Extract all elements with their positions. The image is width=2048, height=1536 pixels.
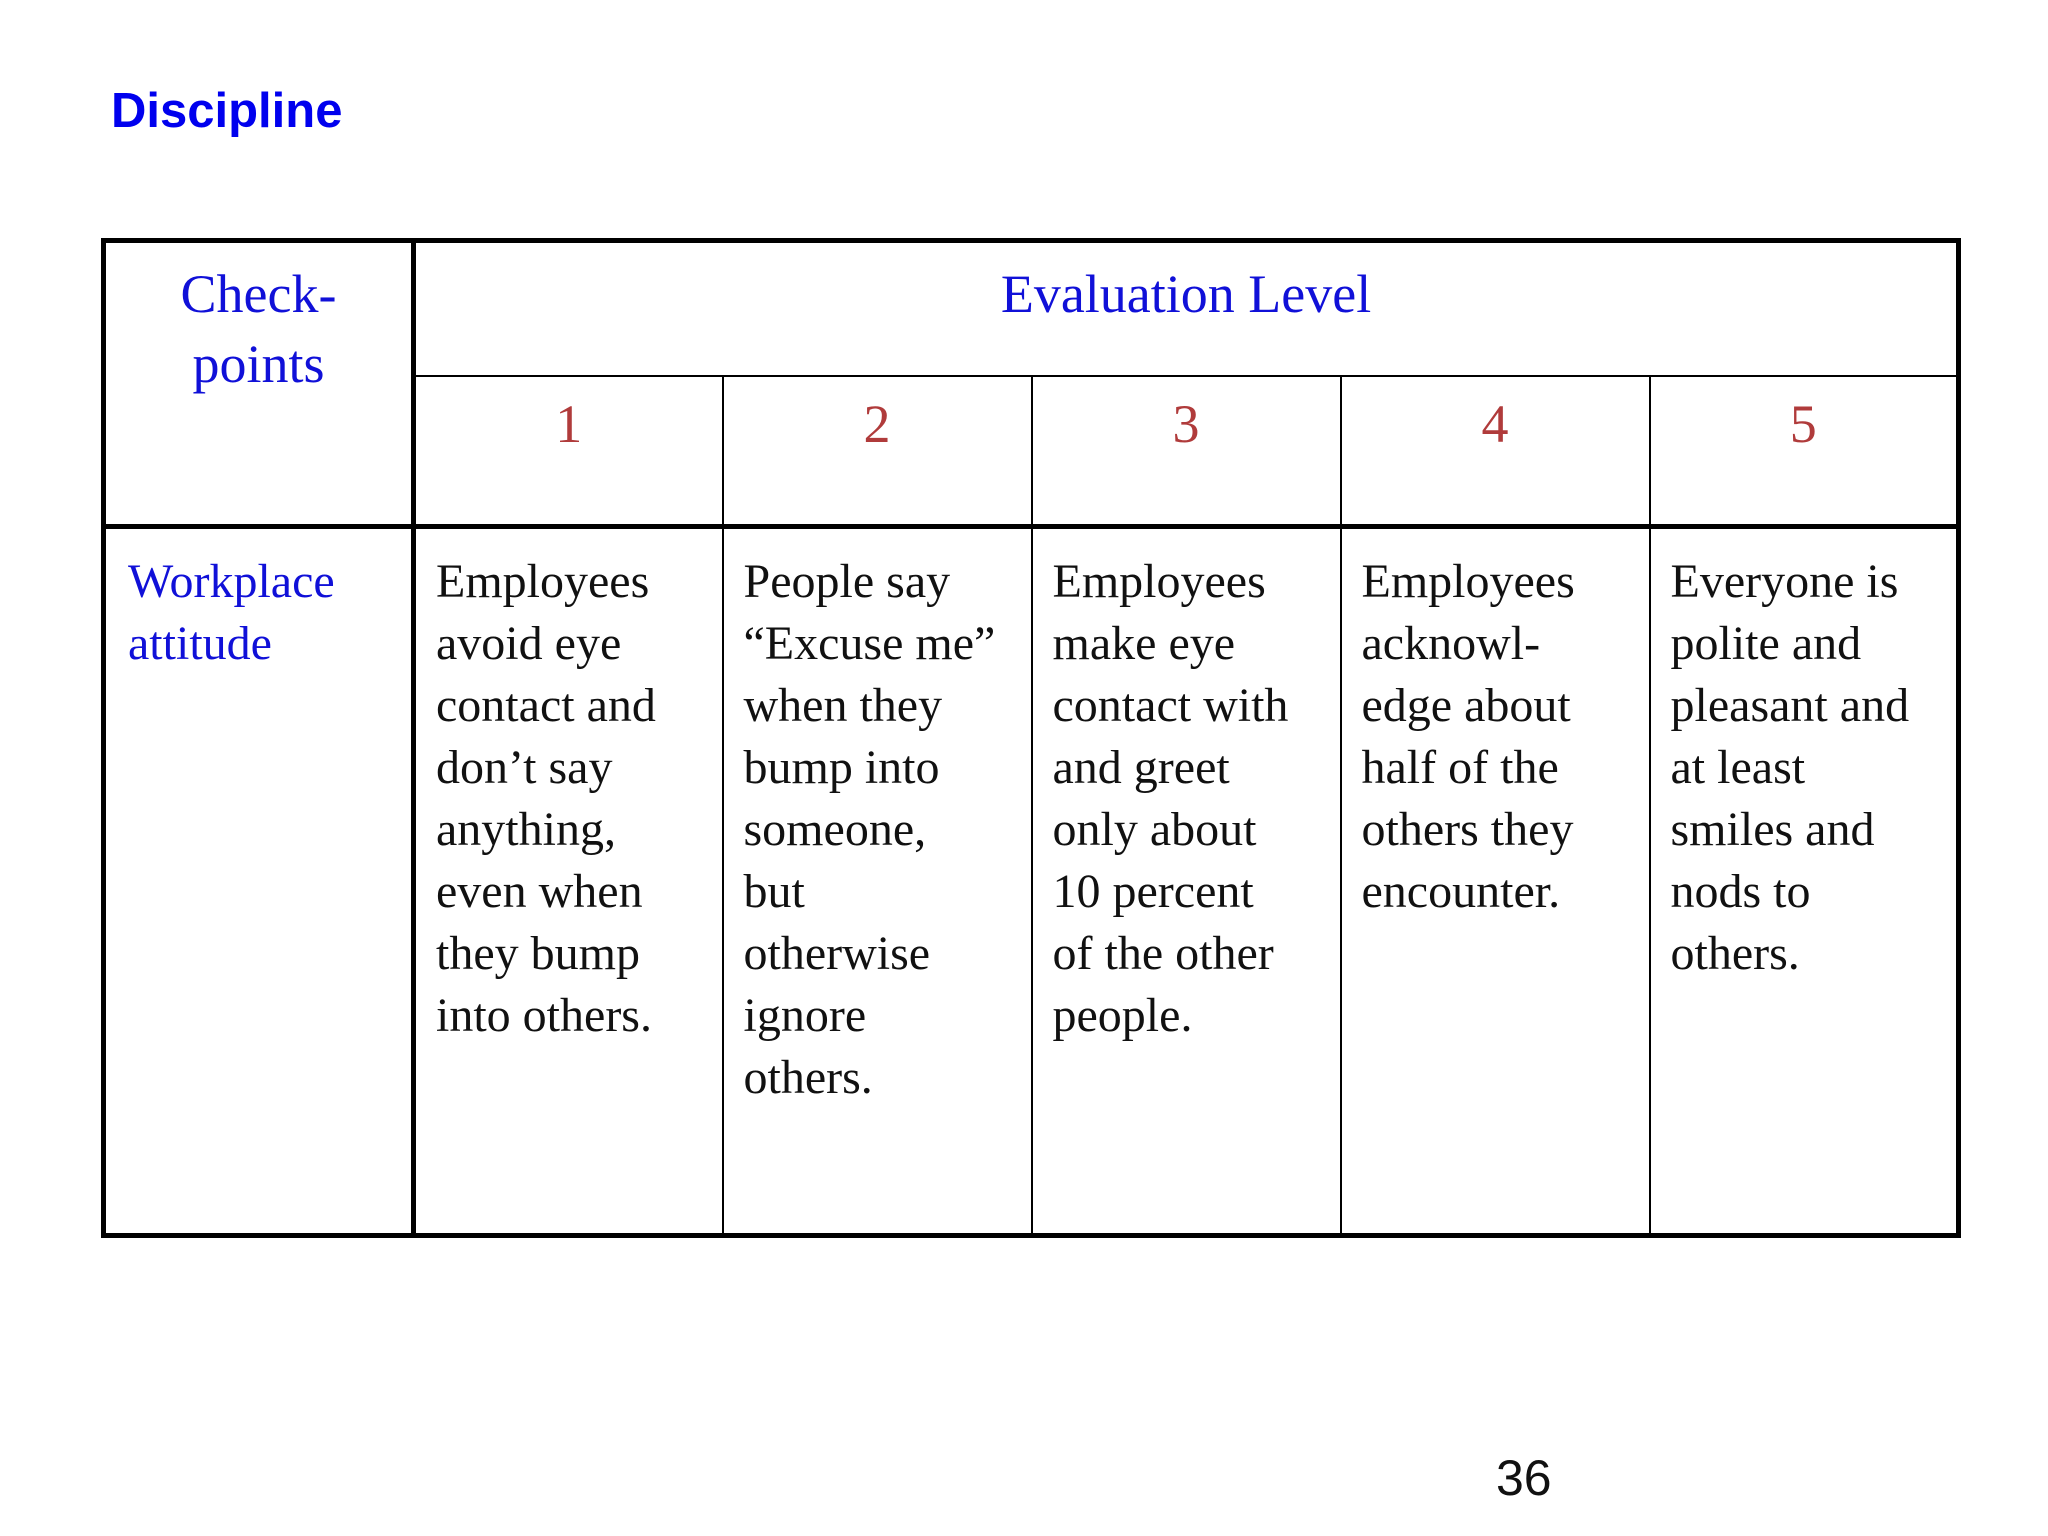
level-5-header: 5 [1650, 376, 1959, 527]
level-2-description [723, 527, 1032, 1236]
description-line: People say [743, 555, 951, 608]
description-line: otherwise [743, 927, 931, 980]
description-line: pleasant and [1670, 679, 1910, 732]
description-line: edge about [1361, 679, 1571, 732]
description-line: into others. [436, 989, 652, 1042]
level-4-description [1341, 527, 1650, 1236]
checkpoints-header-line: points [192, 334, 325, 394]
description-line: even when [436, 865, 643, 918]
checkpoint-line: Workplace [128, 555, 335, 608]
description-line: smiles and [1670, 803, 1875, 856]
description-line: contact with [1052, 679, 1289, 732]
header-row-top [104, 241, 1959, 376]
description-line: bump into [743, 741, 940, 794]
description-line: at least [1670, 741, 1806, 794]
description-line: people. [1052, 989, 1193, 1042]
description-line: Employees [436, 555, 650, 608]
description-line: of the other [1052, 927, 1274, 980]
level-5-description [1650, 527, 1959, 1236]
description-line: avoid eye [436, 617, 622, 670]
level-3-description [1032, 527, 1341, 1236]
description-line: others. [743, 1051, 873, 1104]
description-line: don’t say [436, 741, 613, 794]
description-line: only about [1052, 803, 1257, 856]
description-line: acknowl- [1361, 617, 1541, 670]
description-line: 10 percent [1052, 865, 1254, 918]
description-line: anything, [436, 803, 616, 856]
page-number: 36 [1496, 1450, 1552, 1506]
description-line: encounter. [1361, 865, 1561, 918]
description-line: Everyone is [1670, 555, 1899, 608]
description-line: half of the [1361, 741, 1559, 794]
description-line: Employees [1052, 555, 1266, 608]
description-line: contact and [436, 679, 656, 732]
evaluation-level-header: Evaluation Level [414, 241, 1959, 376]
checkpoints-header-line: Check- [180, 264, 337, 324]
checkpoint-line: attitude [128, 617, 272, 670]
evaluation-table [101, 238, 1961, 1238]
description-line: “Excuse me” [743, 617, 996, 670]
description-line: Employees [1361, 555, 1575, 608]
description-line: they bump [436, 927, 640, 980]
level-1-description [414, 527, 723, 1236]
level-2-header: 2 [723, 376, 1032, 527]
description-line: others. [1670, 927, 1800, 980]
description-line: nods to [1670, 865, 1811, 918]
description-line: but [743, 865, 805, 918]
description-line: when they [743, 679, 943, 732]
level-4-header: 4 [1341, 376, 1650, 527]
description-line: polite and [1670, 617, 1862, 670]
checkpoint-cell [104, 527, 414, 1236]
slide-title: Discipline [111, 84, 343, 138]
level-3-header: 3 [1032, 376, 1341, 527]
level-1-header: 1 [414, 376, 723, 527]
description-line: and greet [1052, 741, 1230, 794]
description-line: others they [1361, 803, 1574, 856]
checkpoints-header [104, 241, 414, 527]
description-line: make eye [1052, 617, 1236, 670]
table-row [104, 527, 1959, 1236]
description-line: ignore [743, 989, 867, 1042]
description-line: someone, [743, 803, 927, 856]
